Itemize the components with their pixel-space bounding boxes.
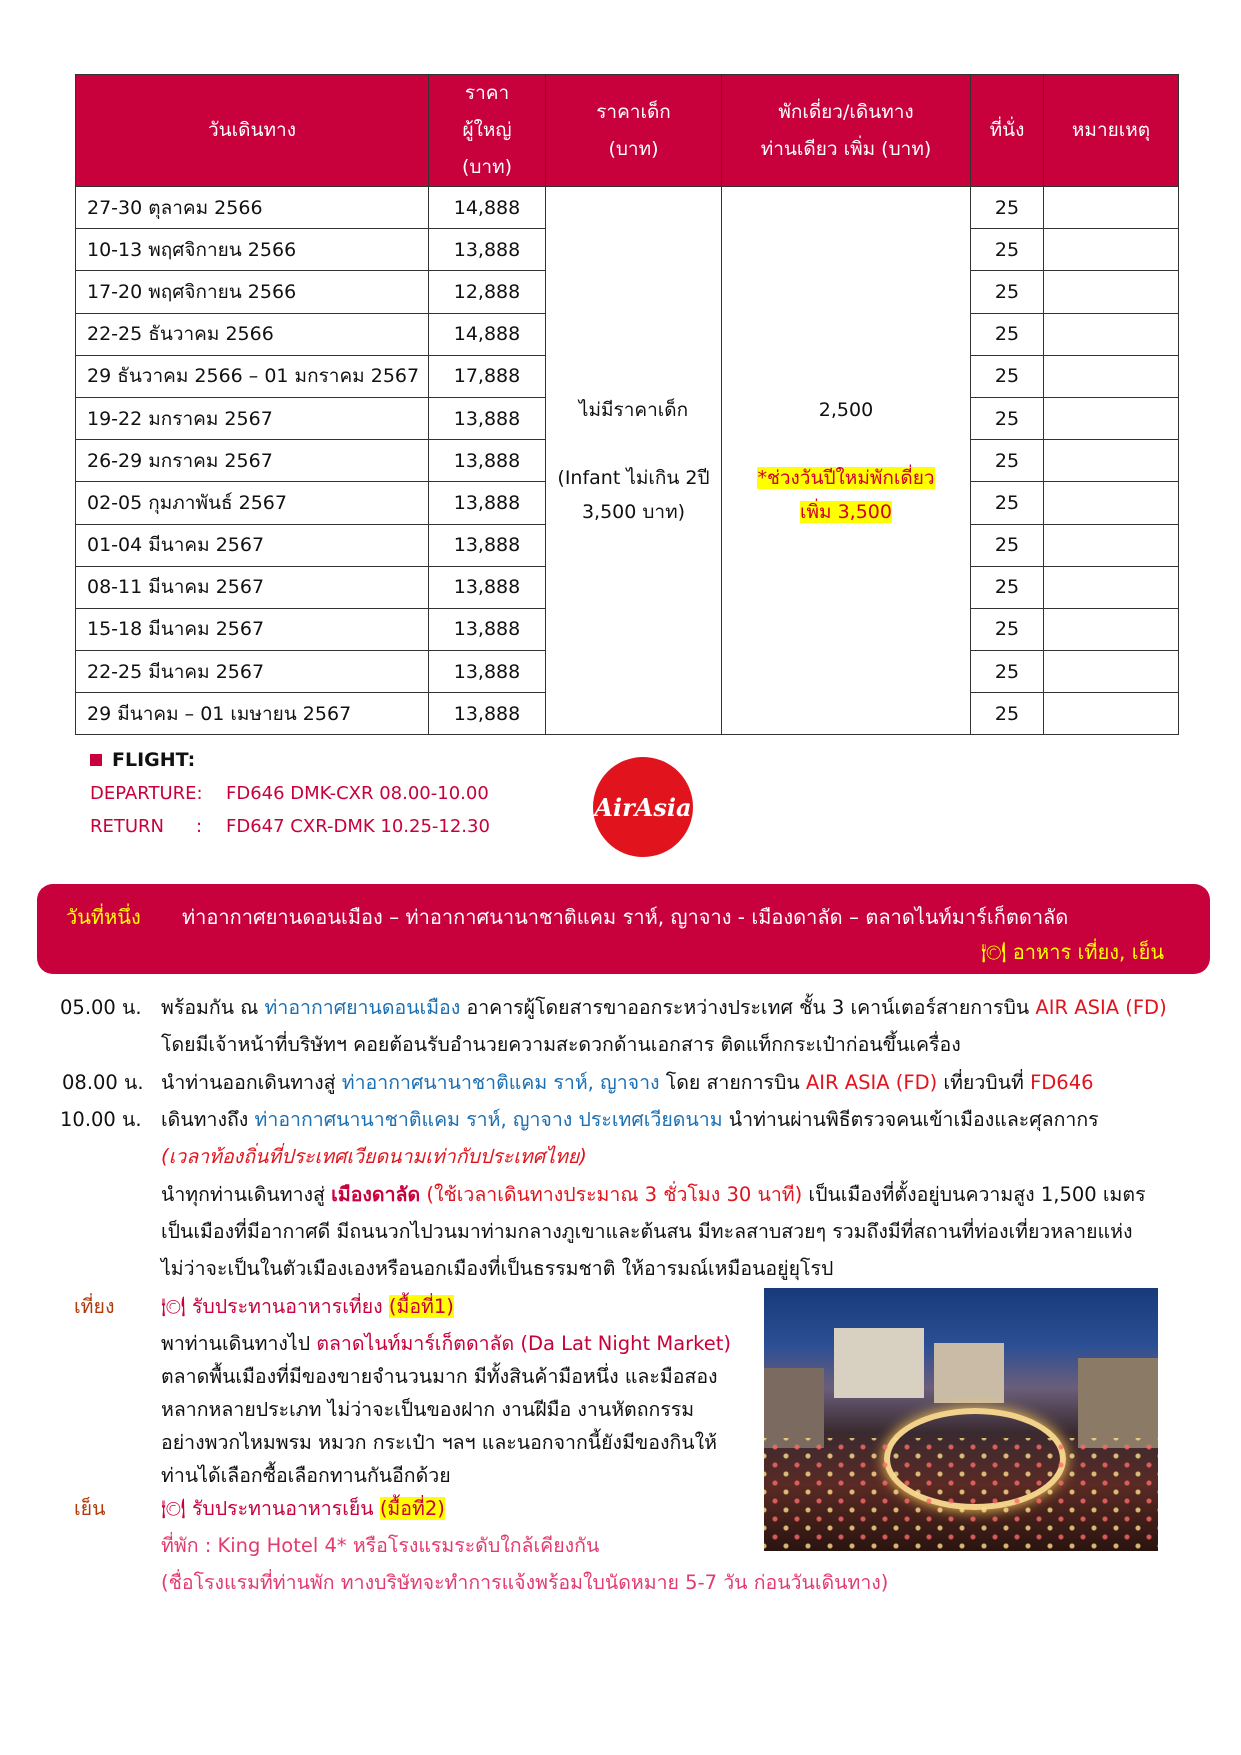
itinerary-line: นำท่านออกเดินทางสู่ ท่าอากาศนานาชาติแคม ราห์, ญาจาง โดย สายการบิน AIR ASIA (FD) เที่ยวบินที่ FD646 xyxy=(161,1071,1094,1094)
row-notes xyxy=(1044,229,1179,271)
row-seats: 25 xyxy=(971,187,1044,229)
price-table xyxy=(75,74,1179,735)
row-notes xyxy=(1044,524,1179,566)
row-adult-price: 13,888 xyxy=(429,524,546,566)
itinerary-line: โดยมีเจ้าหน้าที่บริษัทฯ คอยต้อนรับอำนวยความสะดวกด้านเอกสาร ติดแท็กกระเป๋าก่อนขึ้นเครื่อง xyxy=(161,1033,961,1056)
row-seats: 25 xyxy=(971,693,1044,735)
dinner-line: 🍽 รับประทานอาหารเย็น (มื้อที่2) xyxy=(161,1497,445,1520)
row-seats: 25 xyxy=(971,608,1044,650)
row-seats: 25 xyxy=(971,313,1044,355)
row-date: 10-13 พฤศจิกายน 2566 xyxy=(76,229,429,271)
day-label: วันที่หนึ่ง xyxy=(66,905,141,929)
row-seats: 25 xyxy=(971,482,1044,524)
itinerary-note: (เวลาท้องถิ่นที่ประเทศเวียดนามเท่ากับประเทศไทย) xyxy=(161,1145,587,1168)
market-desc: ตลาดพื้นเมืองที่มีของขายจำนวนมาก มีทั้งสินค้ามือหนึ่ง และมือสอง xyxy=(161,1365,718,1388)
hotel-line: ที่พัก : King Hotel 4* หรือโรงแรมระดับใกล้เคียงกัน xyxy=(161,1534,600,1557)
row-notes xyxy=(1044,271,1179,313)
header-adult-price: ราคา ผู้ใหญ่ (บาท) xyxy=(429,75,546,187)
row-adult-price: 13,888 xyxy=(429,440,546,482)
row-adult-price: 13,888 xyxy=(429,693,546,735)
square-bullet-icon xyxy=(90,754,102,766)
row-notes xyxy=(1044,187,1179,229)
day-meals: 🍽 อาหาร เที่ยง, เย็น xyxy=(981,940,1164,964)
row-adult-price: 14,888 xyxy=(429,313,546,355)
lunch-label: เที่ยง xyxy=(74,1295,115,1318)
itinerary-line: พร้อมกัน ณ ท่าอากาศยานดอนเมือง อาคารผู้โดยสารขาออกระหว่างประเทศ ชั้น 3 เคาน์เตอร์สายการบิน AIR ASIA (FD) xyxy=(161,996,1167,1019)
departure-row: DEPARTURE: FD646 DMK-CXR 08.00-10.00 xyxy=(90,783,489,804)
row-date: 08-11 มีนาคม 2567 xyxy=(76,566,429,608)
row-adult-price: 13,888 xyxy=(429,482,546,524)
time-1000: 10.00 น. xyxy=(60,1108,142,1131)
row-seats: 25 xyxy=(971,271,1044,313)
itinerary-line: เดินทางถึง ท่าอากาศนานาชาติแคม ราห์, ญาจาง ประเทศเวียดนาม นำท่านผ่านพิธีตรวจคนเข้าเมืองและศุลกากร xyxy=(161,1108,1099,1131)
row-seats: 25 xyxy=(971,397,1044,439)
row-seats: 25 xyxy=(971,440,1044,482)
row-seats: 25 xyxy=(971,566,1044,608)
row-date: 29 ธันวาคม 2566 – 01 มกราคม 2567 xyxy=(76,355,429,397)
row-seats: 25 xyxy=(971,524,1044,566)
itinerary-line: ไม่ว่าจะเป็นในตัวเมืองเองหรือนอกเมืองที่เป็นธรรมชาติ ให้อารมณ์เหมือนอยู่ยุโรป xyxy=(161,1257,834,1280)
time-0500: 05.00 น. xyxy=(60,996,142,1019)
header-notes: หมายเหตุ xyxy=(1044,75,1179,187)
header-single-supplement: พักเดี่ยว/เดินทาง ท่านเดียว เพิ่ม (บาท) xyxy=(722,75,971,187)
row-adult-price: 14,888 xyxy=(429,187,546,229)
row-notes xyxy=(1044,313,1179,355)
row-date: 22-25 มีนาคม 2567 xyxy=(76,651,429,693)
row-notes xyxy=(1044,355,1179,397)
row-date: 01-04 มีนาคม 2567 xyxy=(76,524,429,566)
day-route: ท่าอากาศยานดอนเมือง – ท่าอากาศนานาชาติแคม ราห์, ญาจาง - เมืองดาลัด – ตลาดไนท์มาร์เก็ตดาลัด xyxy=(182,905,1069,929)
row-notes xyxy=(1044,482,1179,524)
table-header-row xyxy=(76,75,1179,187)
row-adult-price: 13,888 xyxy=(429,608,546,650)
flight-heading: FLIGHT: xyxy=(90,749,490,771)
row-date: 27-30 ตุลาคม 2566 xyxy=(76,187,429,229)
dinner-label: เย็น xyxy=(74,1497,106,1520)
airasia-logo: AirAsia xyxy=(593,757,693,857)
dalat-night-market-photo xyxy=(764,1288,1158,1551)
flight-info xyxy=(90,749,490,837)
market-desc: อย่างพวกไหมพรม หมวก กระเป๋า ฯลฯ และนอกจากนี้ยังมีของกินให้ xyxy=(161,1431,717,1454)
row-date: 22-25 ธันวาคม 2566 xyxy=(76,313,429,355)
table-row xyxy=(76,187,1179,229)
row-seats: 25 xyxy=(971,355,1044,397)
row-adult-price: 13,888 xyxy=(429,566,546,608)
row-date: 26-29 มกราคม 2567 xyxy=(76,440,429,482)
lunch-line: 🍽 รับประทานอาหารเที่ยง (มื้อที่1) xyxy=(161,1295,454,1318)
row-adult-price: 13,888 xyxy=(429,397,546,439)
time-0800: 08.00 น. xyxy=(62,1071,144,1094)
row-notes xyxy=(1044,693,1179,735)
day1-banner xyxy=(37,884,1210,974)
row-notes xyxy=(1044,440,1179,482)
row-adult-price: 13,888 xyxy=(429,229,546,271)
row-notes xyxy=(1044,397,1179,439)
row-date: 19-22 มกราคม 2567 xyxy=(76,397,429,439)
header-date: วันเดินทาง xyxy=(76,75,429,187)
row-date: 17-20 พฤศจิกายน 2566 xyxy=(76,271,429,313)
child-price-cell: ไม่มีราคาเด็ก (Infant ไม่เกิน 2ปี 3,500 บาท) xyxy=(546,187,722,735)
row-seats: 25 xyxy=(971,229,1044,271)
row-adult-price: 17,888 xyxy=(429,355,546,397)
row-notes xyxy=(1044,566,1179,608)
single-supplement-cell: 2,500 *ช่วงวันปีใหม่พักเดี่ยว เพิ่ม 3,500 xyxy=(722,187,971,735)
row-adult-price: 13,888 xyxy=(429,651,546,693)
row-date: 02-05 กุมภาพันธ์ 2567 xyxy=(76,482,429,524)
itinerary-line: เป็นเมืองที่มีอากาศดี มีถนนวกไปวนมาท่ามกลางภูเขาและต้นสน มีทะลสาบสวยๆ รวมถึงมีที่สถานที่ท่องเที่ยวหลายแห่ง xyxy=(161,1220,1133,1243)
return-row: RETURN : FD647 CXR-DMK 10.25-12.30 xyxy=(90,816,490,837)
header-child-price: ราคาเด็ก (บาท) xyxy=(546,75,722,187)
row-notes xyxy=(1044,651,1179,693)
market-desc: ท่านได้เลือกซื้อเลือกทานกันอีกด้วย xyxy=(161,1464,451,1487)
row-adult-price: 12,888 xyxy=(429,271,546,313)
row-seats: 25 xyxy=(971,651,1044,693)
itinerary-line: นำทุกท่านเดินทางสู่ เมืองดาลัด (ใช้เวลาเดินทางประมาณ 3 ชั่วโมง 30 นาที) เป็นเมืองที่ตั้งอยู่บนความสูง 1,500 เมตร xyxy=(161,1183,1146,1206)
market-desc: หลากหลายประเภท ไม่ว่าจะเป็นของฝาก งานฝีมือ งานหัตถกรรม xyxy=(161,1398,695,1421)
market-line: พาท่านเดินทางไป ตลาดไนท์มาร์เก็ตดาลัด (Da Lat Night Market) xyxy=(161,1332,732,1355)
hotel-note: (ชื่อโรงแรมที่ท่านพัก ทางบริษัทจะทำการแจ้งพร้อมใบนัดหมาย 5-7 วัน ก่อนวันเดินทาง) xyxy=(161,1571,889,1594)
header-seats: ที่นั่ง xyxy=(971,75,1044,187)
row-notes xyxy=(1044,608,1179,650)
row-date: 15-18 มีนาคม 2567 xyxy=(76,608,429,650)
row-date: 29 มีนาคม – 01 เมษายน 2567 xyxy=(76,693,429,735)
